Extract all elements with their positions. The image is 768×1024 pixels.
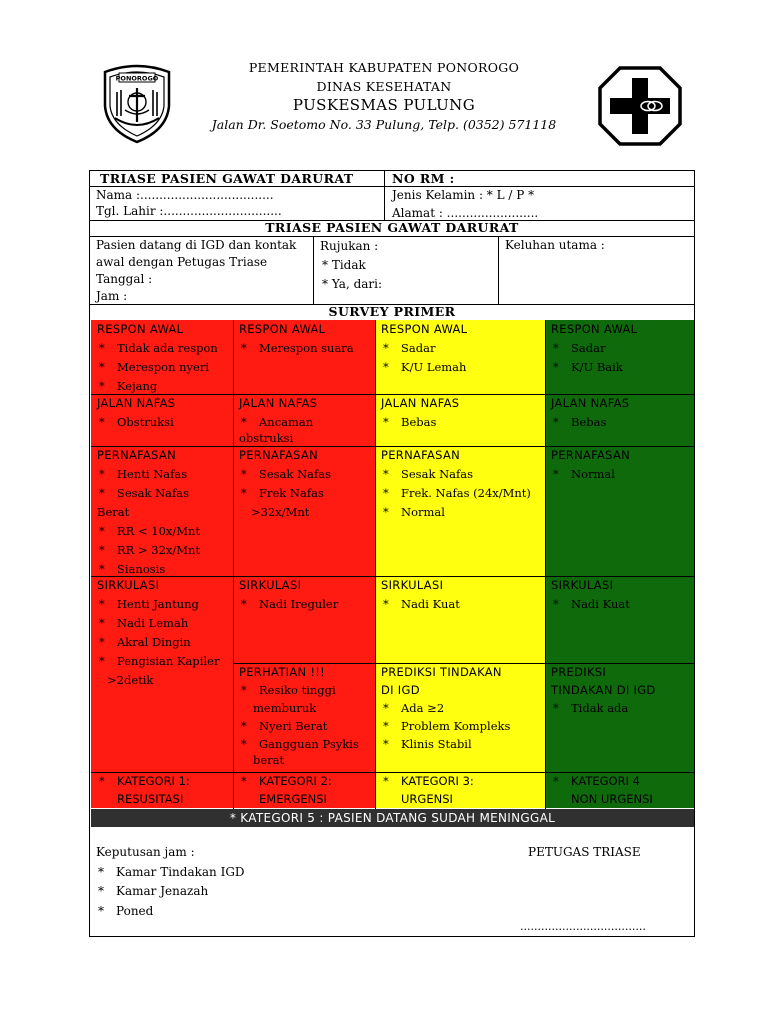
rujukan-label: Rujukan : bbox=[320, 239, 379, 253]
kategori-1-label: KATEGORI 1: bbox=[117, 774, 190, 788]
col2-perhatian bbox=[233, 663, 375, 767]
col1-pern-item[interactable]: * RR < 10x/Mnt bbox=[99, 524, 201, 538]
col2-jalan-item[interactable]: * Ancaman bbox=[241, 415, 314, 429]
col4-respon-title: RESPON AWAL bbox=[551, 322, 638, 336]
tgl-lahir-field[interactable]: Tgl. Lahir :............................... bbox=[96, 204, 282, 218]
col1-pern-item[interactable]: * Sianosis bbox=[99, 562, 166, 576]
col3-respon-item[interactable]: * K/U Lemah bbox=[383, 360, 467, 374]
kategori-3[interactable]: * KATEGORI 3: URGENSI bbox=[375, 772, 545, 808]
col1-sirk-item[interactable]: * Henti Jantung bbox=[99, 597, 199, 611]
nama-field[interactable]: Nama :................................... bbox=[96, 188, 274, 202]
col3-jalan bbox=[375, 394, 545, 432]
col1-sirk-title: SIRKULASI bbox=[97, 578, 160, 592]
col4-respon-item[interactable]: * Sadar bbox=[553, 341, 606, 355]
col1-sirkulasi bbox=[91, 576, 233, 690]
col2-respon-item[interactable]: * Merespon suara bbox=[241, 341, 354, 355]
kategori-2-label: KATEGORI 2: bbox=[259, 774, 332, 788]
col2-pernafasan bbox=[233, 446, 375, 522]
col1-pern-title: PERNAFASAN bbox=[97, 448, 177, 462]
kategori-1-name: RESUSITASI bbox=[117, 792, 184, 806]
col1-sirk-item[interactable]: * Pengisian Kapiler bbox=[99, 654, 220, 668]
alamat-field[interactable]: Alamat : ........................ bbox=[392, 206, 539, 220]
col1-pern-item[interactable]: * Sesak Nafas bbox=[99, 486, 189, 500]
keluhan-utama-field[interactable]: Keluhan utama : bbox=[505, 238, 605, 252]
col4-prediksi bbox=[545, 663, 694, 717]
kategori-3-label: KATEGORI 3: bbox=[401, 774, 474, 788]
col4-respon-item[interactable]: * K/U Baik bbox=[553, 360, 623, 374]
signature-line[interactable]: .................................... bbox=[520, 920, 646, 933]
col3-sirkulasi bbox=[375, 576, 545, 614]
col2-pern-extra: >32x/Mnt bbox=[251, 505, 310, 519]
col1-jalan-title: JALAN NAFAS bbox=[97, 396, 176, 410]
col2-jalan bbox=[233, 394, 375, 444]
col3-respon bbox=[375, 320, 545, 377]
col3-pred-title: PREDIKSI TINDAKAN bbox=[381, 665, 502, 679]
col3-pred-item[interactable]: * Problem Kompleks bbox=[383, 719, 511, 733]
header-government: PEMERINTAH KABUPATEN PONOROGO bbox=[248, 60, 520, 75]
col3-pern-item[interactable]: * Sesak Nafas bbox=[383, 467, 473, 481]
col3-sirk-item[interactable]: * Nadi Kuat bbox=[383, 597, 460, 611]
form-title: TRIASE PASIEN GAWAT DARURAT bbox=[100, 171, 354, 186]
col3-pred-item[interactable]: * Ada ≥2 bbox=[383, 701, 445, 715]
col2-perhatian-extra: memburuk bbox=[253, 701, 317, 715]
kategori-2-name: EMERGENSI bbox=[259, 792, 327, 806]
col1-pern-extra: Berat bbox=[97, 505, 130, 519]
col2-perhatian-item[interactable]: * Gangguan Psykis bbox=[241, 737, 359, 751]
no-rm-field[interactable]: NO RM : bbox=[392, 171, 455, 186]
svg-text:PONOROGO: PONOROGO bbox=[115, 74, 159, 83]
puskesmas-logo bbox=[598, 66, 682, 146]
keputusan-option[interactable]: * Poned bbox=[98, 903, 154, 918]
col2-jalan-title: JALAN NAFAS bbox=[239, 396, 318, 410]
col4-pred-title: TINDAKAN DI IGD bbox=[551, 683, 656, 697]
header-puskesmas: PUSKESMAS PULUNG bbox=[292, 96, 476, 114]
keputusan-block bbox=[90, 843, 390, 921]
keputusan-jam-field[interactable]: Keputusan jam : bbox=[96, 845, 195, 859]
col3-pern-item[interactable]: * Frek. Nafas (24x/Mnt) bbox=[383, 486, 531, 500]
header-department: DINAS KESEHATAN bbox=[316, 79, 452, 94]
col3-pern-item[interactable]: * Normal bbox=[383, 505, 445, 519]
col2-pern-item[interactable]: * Frek Nafas bbox=[241, 486, 324, 500]
kategori-4-name: NON URGENSI bbox=[571, 792, 653, 806]
col4-pernafasan bbox=[545, 446, 694, 484]
col2-perhatian-title: PERHATIAN !!! bbox=[239, 665, 326, 679]
col4-jalan-title: JALAN NAFAS bbox=[551, 396, 630, 410]
col4-pern-title: PERNAFASAN bbox=[551, 448, 631, 462]
kategori-2[interactable]: * KATEGORI 2: EMERGENSI bbox=[233, 772, 375, 808]
kategori-4-label: KATEGORI 4 bbox=[571, 774, 640, 788]
col2-jalan-extra: obstruksi bbox=[239, 431, 294, 445]
petugas-triase-label: PETUGAS TRIASE bbox=[528, 845, 641, 859]
col1-respon bbox=[91, 320, 233, 396]
col2-respon bbox=[233, 320, 375, 358]
col1-respon-title: RESPON AWAL bbox=[97, 322, 184, 336]
rujukan-block bbox=[314, 237, 498, 294]
col3-jalan-title: JALAN NAFAS bbox=[381, 396, 460, 410]
col2-sirkulasi bbox=[233, 576, 375, 614]
jam-field[interactable]: Jam : bbox=[96, 289, 128, 303]
col3-jalan-item[interactable]: * Bebas bbox=[383, 415, 437, 429]
arrival-text-2: awal dengan Petugas Triase bbox=[96, 255, 268, 269]
col2-pern-title: PERNAFASAN bbox=[239, 448, 319, 462]
header-address: Jalan Dr. Soetomo No. 33 Pulung, Telp. (0352) 571118 bbox=[211, 117, 557, 132]
col1-respon-item[interactable]: * Tidak ada respon bbox=[99, 341, 218, 355]
kategori-5-band[interactable]: * KATEGORI 5 : PASIEN DATANG SUDAH MENINGGAL bbox=[91, 809, 694, 827]
keputusan-option[interactable]: * Kamar Jenazah bbox=[98, 884, 209, 898]
col1-sirk-item[interactable]: * Akral Dingin bbox=[99, 635, 191, 649]
keputusan-option[interactable]: * Kamar Tindakan IGD bbox=[98, 864, 245, 879]
col3-pern-title: PERNAFASAN bbox=[381, 448, 461, 462]
arrival-text-1: Pasien datang di IGD dan kontak bbox=[96, 238, 297, 252]
col4-jalan bbox=[545, 394, 694, 432]
col4-respon bbox=[545, 320, 694, 377]
col2-perhatian-item[interactable]: * Resiko tinggi bbox=[241, 683, 336, 697]
col3-pred-item[interactable]: * Klinis Stabil bbox=[383, 737, 472, 751]
col2-sirk-title: SIRKULASI bbox=[239, 578, 302, 592]
col1-respon-item[interactable]: * Kejang bbox=[99, 379, 158, 393]
col4-pred-item[interactable]: * Tidak ada bbox=[553, 701, 629, 715]
col2-perhatian-extra: berat bbox=[253, 753, 285, 767]
kategori-3-name: URGENSI bbox=[401, 792, 453, 806]
kategori-1[interactable]: * KATEGORI 1: RESUSITASI bbox=[91, 772, 233, 808]
col3-respon-title: RESPON AWAL bbox=[381, 322, 468, 336]
col3-prediksi bbox=[375, 663, 545, 753]
col2-pern-item[interactable]: * Sesak Nafas bbox=[241, 467, 331, 481]
rujukan-ya-option[interactable]: * Ya, dari: bbox=[322, 277, 383, 291]
col4-jalan-item[interactable]: * Bebas bbox=[553, 415, 607, 429]
survey-primer-title: SURVEY PRIMER bbox=[328, 304, 456, 319]
col4-sirkulasi bbox=[545, 576, 694, 614]
col1-pernafasan bbox=[91, 446, 233, 579]
col2-respon-title: RESPON AWAL bbox=[239, 322, 326, 336]
col1-jalan-item[interactable]: * Obstruksi bbox=[99, 415, 174, 429]
col1-sirk-item[interactable]: * Nadi Lemah bbox=[99, 616, 189, 630]
col1-sirk-extra: >2detik bbox=[107, 673, 154, 687]
col1-pern-item[interactable]: * RR > 32x/Mnt bbox=[99, 543, 201, 557]
kategori-4[interactable]: * KATEGORI 4 NON URGENSI bbox=[545, 772, 694, 808]
col4-sirk-item[interactable]: * Nadi Kuat bbox=[553, 597, 630, 611]
col1-pern-item[interactable]: * Henti Nafas bbox=[99, 467, 188, 481]
col2-perhatian-item[interactable]: * Nyeri Berat bbox=[241, 719, 328, 733]
col2-sirk-item[interactable]: * Nadi Ireguler bbox=[241, 597, 339, 611]
jenis-kelamin-field[interactable]: Jenis Kelamin : * L / P * bbox=[392, 188, 535, 202]
tanggal-field[interactable]: Tanggal : bbox=[96, 272, 153, 286]
rujukan-tidak-option[interactable]: * Tidak bbox=[322, 258, 366, 272]
col3-pernafasan bbox=[375, 446, 545, 522]
col3-sirk-title: SIRKULASI bbox=[381, 578, 444, 592]
col3-respon-item[interactable]: * Sadar bbox=[383, 341, 436, 355]
col3-pred-title: DI IGD bbox=[381, 683, 420, 697]
section-title: TRIASE PASIEN GAWAT DARURAT bbox=[265, 220, 519, 235]
col4-sirk-title: SIRKULASI bbox=[551, 578, 614, 592]
col4-pern-item[interactable]: * Normal bbox=[553, 467, 615, 481]
col1-jalan bbox=[91, 394, 233, 432]
col4-pred-title: PREDIKSI bbox=[551, 665, 607, 679]
arrival-info bbox=[90, 237, 312, 305]
col1-respon-item[interactable]: * Merespon nyeri bbox=[99, 360, 210, 374]
